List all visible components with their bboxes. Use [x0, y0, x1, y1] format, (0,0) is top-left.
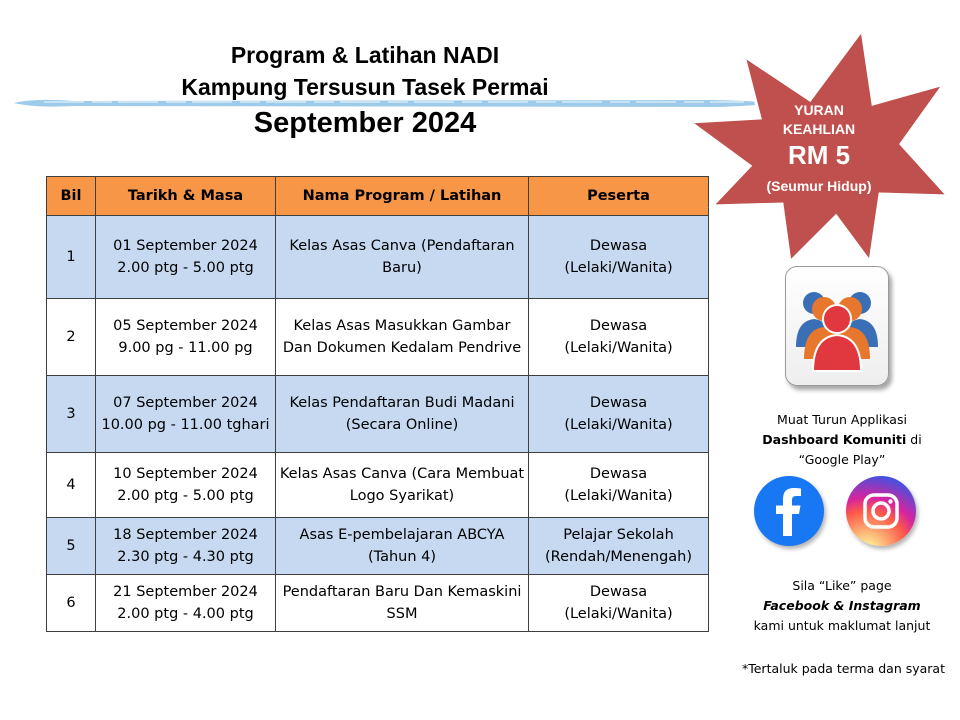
- participant-group: Dewasa: [589, 318, 648, 334]
- column-header-participant: Peserta: [529, 177, 709, 216]
- row-number: 5: [47, 518, 96, 575]
- social-platforms: Facebook & Instagram: [763, 598, 921, 613]
- row-number: 3: [47, 376, 96, 453]
- row-date: 10 September 2024: [113, 466, 258, 482]
- participant-detail: (Lelaki/Wanita): [564, 488, 673, 504]
- column-header-bil: Bil: [47, 177, 96, 216]
- row-time: 10.00 pg - 11.00 tghari: [101, 417, 270, 433]
- participant-group: Pelajar Sekolah: [563, 527, 674, 543]
- row-time: 2.00 ptg - 4.00 ptg: [117, 606, 254, 622]
- row-program: Kelas Asas Canva (Cara Membuat Logo Syarikat): [276, 453, 529, 518]
- social-line-1: Sila “Like” page: [792, 578, 892, 593]
- row-number: 4: [47, 453, 96, 518]
- row-time: 2.00 ptg - 5.00 ptg: [117, 260, 254, 276]
- fee-label-line-2: KEAHLIAN: [782, 121, 856, 137]
- column-header-date: Tarikh & Masa: [96, 177, 276, 216]
- row-date: 07 September 2024: [113, 395, 258, 411]
- community-people-icon[interactable]: [785, 266, 889, 386]
- row-program: Kelas Asas Canva (Pendaftaran Baru): [276, 216, 529, 299]
- row-datetime: [96, 518, 276, 575]
- participant-group: Dewasa: [589, 238, 648, 254]
- row-program: Pendaftaran Baru Dan Kemaskini SSM: [276, 575, 529, 632]
- app-name: Dashboard Komuniti: [762, 432, 907, 447]
- row-participant: [529, 299, 709, 376]
- facebook-glyph: [754, 476, 824, 546]
- participant-detail: (Rendah/Menengah): [544, 549, 693, 565]
- instagram-icon[interactable]: [846, 476, 916, 546]
- participant-detail: (Lelaki/Wanita): [564, 340, 673, 356]
- row-time: 2.00 ptg - 5.00 ptg: [117, 488, 254, 504]
- table-row: [47, 376, 709, 453]
- row-datetime: [96, 575, 276, 632]
- row-participant: [529, 518, 709, 575]
- app-di: di: [906, 432, 922, 447]
- title-line-2: Kampung Tersusun Tasek Permai: [181, 74, 549, 100]
- participant-group: Dewasa: [589, 466, 648, 482]
- row-date: 21 September 2024: [113, 584, 258, 600]
- participant-group: Dewasa: [589, 584, 648, 600]
- participant-detail: (Lelaki/Wanita): [564, 417, 673, 433]
- row-program: Kelas Pendaftaran Budi Madani (Secara Online): [276, 376, 529, 453]
- row-participant: [529, 376, 709, 453]
- row-date: 01 September 2024: [113, 238, 258, 254]
- title-month: September 2024: [253, 107, 477, 139]
- table-row: [47, 518, 709, 575]
- row-date: 05 September 2024: [113, 318, 258, 334]
- table-header-row: [47, 177, 709, 216]
- social-line-3: kami untuk maklumat lanjut: [753, 618, 931, 633]
- row-participant: [529, 575, 709, 632]
- row-participant: [529, 216, 709, 299]
- column-header-program: Nama Program / Latihan: [276, 177, 529, 216]
- row-datetime: [96, 299, 276, 376]
- people-group-graphic: [786, 273, 888, 379]
- row-time: 9.00 pg - 11.00 pg: [118, 340, 253, 356]
- row-number: 1: [47, 216, 96, 299]
- participant-group: Dewasa: [589, 395, 648, 411]
- row-number: 6: [47, 575, 96, 632]
- participant-detail: (Lelaki/Wanita): [564, 260, 673, 276]
- participant-detail: (Lelaki/Wanita): [564, 606, 673, 622]
- schedule-table: [46, 176, 709, 632]
- instagram-glyph: [846, 476, 916, 546]
- row-program: Kelas Asas Masukkan Gambar Dan Dokumen Kedalam Pendrive: [276, 299, 529, 376]
- row-datetime: [96, 216, 276, 299]
- row-date: 18 September 2024: [113, 527, 258, 543]
- social-like-text: [742, 576, 942, 636]
- app-store-name: “Google Play”: [798, 452, 886, 467]
- row-program: Asas E-pembelajaran ABCYA (Tahun 4): [276, 518, 529, 575]
- row-datetime: [96, 453, 276, 518]
- table-row: [47, 299, 709, 376]
- fee-label-line-1: YURAN: [794, 102, 844, 118]
- fee-duration: (Seumur Hidup): [766, 178, 872, 194]
- terms-footnote: *Tertaluk pada terma dan syarat: [741, 661, 945, 676]
- table-row: [47, 575, 709, 632]
- app-name-line: [742, 430, 942, 450]
- row-datetime: [96, 376, 276, 453]
- table-row: [47, 453, 709, 518]
- app-download-line: Muat Turun Applikasi: [777, 412, 907, 427]
- facebook-icon[interactable]: [754, 476, 824, 546]
- app-download-text: [742, 410, 942, 470]
- fee-price: RM 5: [787, 140, 851, 170]
- row-time: 2.30 ptg - 4.30 ptg: [117, 549, 254, 565]
- row-participant: [529, 453, 709, 518]
- title-line-1: Program & Latihan NADI: [230, 42, 500, 68]
- row-number: 2: [47, 299, 96, 376]
- table-row: [47, 216, 709, 299]
